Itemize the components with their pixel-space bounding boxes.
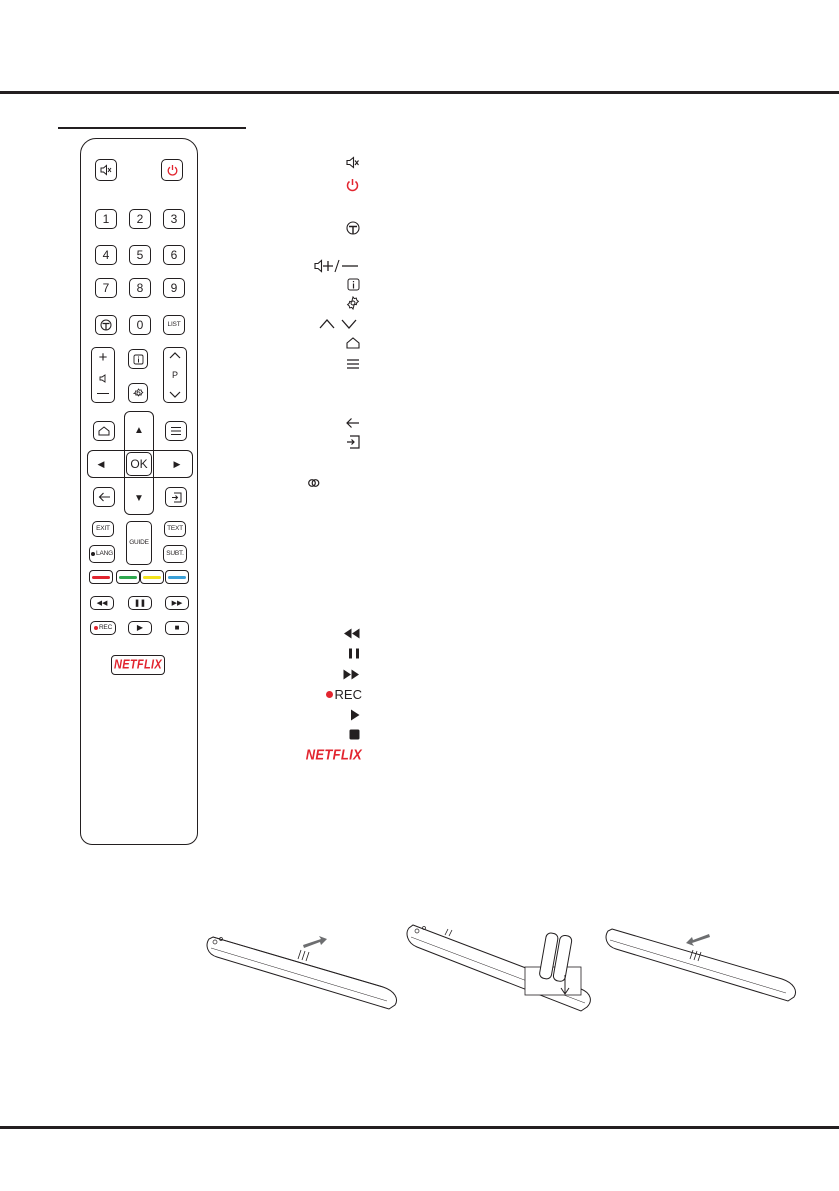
exit-button[interactable] — [92, 521, 114, 537]
legend-gear-icon — [340, 295, 360, 311]
digit-label: 6 — [170, 248, 178, 262]
remote-control-illustration — [80, 138, 198, 845]
remote-battery-insertion-illustration — [405, 915, 595, 1015]
teletext-button[interactable] — [95, 315, 117, 335]
guide-label: GUIDE — [129, 538, 149, 546]
netflix-button[interactable] — [111, 655, 165, 675]
legend-netflix-logo — [300, 745, 362, 763]
legend-lang-icon — [306, 477, 320, 489]
exit-label: EXIT — [96, 524, 110, 532]
volume-rocker[interactable] — [91, 347, 115, 403]
digit-0-button[interactable] — [129, 315, 151, 335]
remote-cover-slide-off-illustration — [203, 915, 403, 1010]
digit-9-button[interactable] — [163, 278, 185, 298]
remote-cover-slide-on-illustration — [600, 915, 800, 1010]
yellow-key-button[interactable] — [140, 570, 164, 584]
rewind-icon: ◀◀ — [96, 599, 108, 607]
blue-key-bar — [168, 576, 186, 579]
digit-label: 8 — [136, 281, 144, 295]
source-button[interactable] — [165, 487, 187, 507]
legend-netflix-label: NETFLIX — [305, 745, 362, 763]
legend-teletext-icon — [340, 220, 360, 236]
triangle-up-icon: ▲ — [134, 424, 144, 436]
guide-button[interactable] — [126, 521, 152, 565]
lang-label: LANG — [96, 549, 113, 557]
red-key-button[interactable] — [89, 570, 113, 584]
legend-source-input-icon — [340, 434, 360, 450]
bottom-rule — [0, 1126, 839, 1129]
subt-label: SUBT. — [166, 549, 184, 557]
play-icon: ▶ — [136, 623, 144, 632]
digit-7-button[interactable] — [95, 278, 117, 298]
legend-power-icon — [340, 177, 360, 193]
digit-label: 0 — [136, 318, 144, 332]
digit-6-button[interactable] — [163, 245, 185, 265]
digit-label: 4 — [102, 248, 110, 262]
arrow-right-button[interactable] — [168, 455, 186, 473]
record-button[interactable] — [90, 621, 116, 635]
legend-rec-indicator — [320, 686, 362, 702]
digit-label: 9 — [170, 281, 178, 295]
power-button[interactable] — [161, 159, 183, 181]
lang-dot-icon — [91, 552, 95, 556]
legend-pause-icon — [340, 646, 360, 660]
section-underline — [58, 127, 246, 129]
rec-label: REC — [98, 623, 113, 631]
pause-icon: ❚❚ — [134, 599, 146, 607]
fast-forward-button[interactable] — [165, 596, 189, 610]
mute-button[interactable] — [95, 159, 117, 181]
triangle-down-icon: ▼ — [134, 492, 144, 504]
fast-forward-icon: ▶▶ — [171, 599, 183, 607]
chevron-down-icon — [169, 391, 181, 398]
green-key-button[interactable] — [116, 570, 140, 584]
legend-rec-label: REC — [334, 686, 362, 702]
power-icon — [166, 164, 179, 177]
home-button[interactable] — [93, 421, 115, 441]
digit-label: 1 — [102, 212, 110, 226]
legend-play-icon — [340, 708, 360, 722]
legend-stop-icon — [340, 727, 360, 741]
legend-mute-icon — [340, 155, 360, 169]
digit-label: 7 — [102, 281, 110, 295]
legend-home-icon — [340, 336, 360, 350]
digit-1-button[interactable] — [95, 209, 117, 229]
subtitle-button[interactable] — [163, 545, 187, 563]
text-button[interactable] — [164, 521, 186, 537]
legend-fast-forward-icon — [340, 667, 360, 681]
arrow-up-button[interactable] — [130, 421, 148, 439]
legend-record-dot-icon — [326, 691, 333, 698]
volume-plus-icon: + — [98, 349, 108, 366]
menu-button[interactable] — [165, 421, 187, 441]
stop-icon: ■ — [174, 623, 180, 632]
back-button[interactable] — [93, 487, 115, 507]
legend-chevron-up-down-icon — [318, 317, 360, 331]
volume-minus-icon — [97, 393, 109, 394]
ok-label: OK — [130, 457, 148, 471]
stop-button[interactable] — [165, 621, 189, 635]
yellow-key-bar — [143, 576, 161, 579]
mute-icon — [100, 164, 112, 176]
legend-menu-icon — [340, 357, 360, 371]
triangle-right-icon: ▶ — [173, 458, 181, 469]
settings-button[interactable] — [128, 383, 148, 403]
ok-button[interactable] — [126, 452, 152, 476]
source-input-icon — [171, 492, 182, 503]
home-icon — [98, 426, 110, 436]
digit-5-button[interactable] — [129, 245, 151, 265]
lang-button[interactable] — [89, 545, 115, 563]
triangle-left-icon: ◀ — [97, 458, 105, 469]
digit-label: 3 — [170, 212, 178, 226]
green-key-bar — [119, 576, 137, 579]
red-key-bar — [92, 576, 110, 579]
pause-button[interactable] — [128, 596, 152, 610]
blue-key-button[interactable] — [165, 570, 189, 584]
chevron-up-icon — [169, 352, 181, 359]
digit-8-button[interactable] — [129, 278, 151, 298]
speaker-icon — [99, 374, 107, 383]
record-dot-icon — [94, 626, 98, 630]
top-rule — [0, 91, 839, 94]
gear-icon — [133, 388, 144, 399]
menu-icon — [170, 426, 182, 436]
arrow-down-button[interactable] — [130, 489, 148, 507]
channel-rocker[interactable] — [163, 347, 187, 403]
legend-volume-plus-minus-icon — [312, 258, 360, 274]
netflix-logo: NETFLIX — [114, 657, 162, 672]
info-button[interactable] — [128, 349, 148, 369]
channel-label: P — [171, 369, 178, 380]
legend-rewind-icon — [340, 626, 360, 640]
digit-label: 5 — [136, 248, 144, 262]
teletext-icon — [100, 319, 112, 331]
list-label: LIST — [167, 320, 181, 328]
digit-2-button[interactable] — [129, 209, 151, 229]
info-icon — [133, 354, 144, 365]
digit-3-button[interactable] — [163, 209, 185, 229]
list-button[interactable] — [163, 315, 185, 335]
arrow-left-button[interactable] — [92, 455, 110, 473]
digit-label: 2 — [136, 212, 144, 226]
back-arrow-icon — [98, 492, 111, 502]
rewind-button[interactable] — [90, 596, 114, 610]
text-label: TEXT — [167, 524, 183, 532]
legend-info-icon — [340, 277, 360, 291]
digit-4-button[interactable] — [95, 245, 117, 265]
play-button[interactable] — [128, 621, 152, 635]
legend-back-arrow-icon — [340, 416, 360, 430]
